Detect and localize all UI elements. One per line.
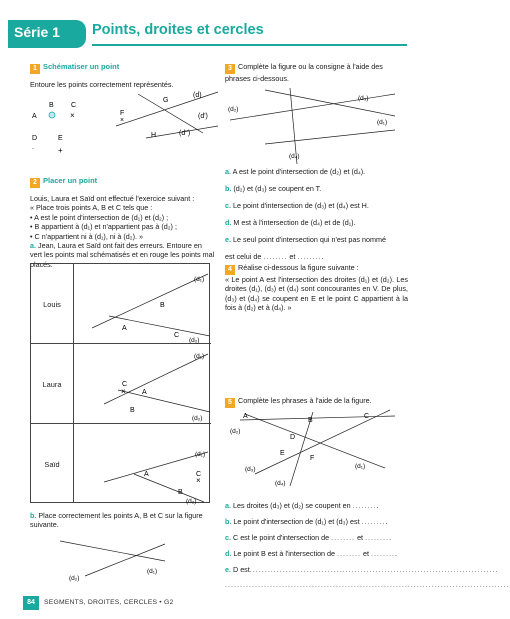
ex2-line2: • A est le point d'intersection de (d₁) et (d₂) ; bbox=[30, 212, 169, 222]
point-b-label: B bbox=[160, 302, 165, 309]
ex5-questions: a. Les droites (d₃) et (d₂) se coupent en ......... b. Le point d'intersection de (d₁) et (d₃) est ......... c. C est le point d'intersection de ........ et ......... d. Le point B est à l'intersection de ........ et ......... e. D est................................................................................... ............................................................................................... bbox=[225, 501, 510, 589]
question-text: est celui de bbox=[225, 252, 262, 261]
line-d1-label: (d₁) bbox=[195, 451, 206, 458]
question-label: e. bbox=[225, 235, 231, 244]
page-header bbox=[0, 0, 435, 62]
answer-blank[interactable]: ........ bbox=[297, 252, 322, 261]
table-row bbox=[31, 424, 211, 504]
question-text: Le point d'intersection de (d₃) et (d₄) est H. bbox=[233, 201, 369, 210]
louis-figure bbox=[74, 264, 211, 344]
ex2-intro: Louis, Laura et Saïd ont effectué l'exercice suivant : bbox=[30, 194, 195, 203]
question-text: M est à l'intersection de (d₄) et de (d₁). bbox=[233, 218, 356, 227]
question-label: d. bbox=[225, 218, 232, 227]
solutions-table bbox=[30, 263, 210, 503]
point-a-label: A bbox=[243, 413, 248, 420]
line-d2-label: (d₂) bbox=[186, 498, 197, 505]
point-d-label: D bbox=[290, 434, 296, 441]
ex2-question-b bbox=[30, 511, 215, 530]
exercise-2 bbox=[30, 176, 215, 269]
line-d2-label: (d₂) bbox=[189, 337, 200, 344]
point-b-label: B bbox=[178, 489, 183, 496]
ex2-question-a: Jean, Laura et Saïd ont fait des erreurs. Entoure en vert les points mal schématisés et en rouge les points mal placés. bbox=[30, 241, 215, 269]
question-text: Les droites (d₃) et (d₂) se coupent en bbox=[233, 501, 351, 510]
point-b-label: B bbox=[130, 407, 135, 414]
question-label: a. bbox=[225, 167, 231, 176]
ex3-figure bbox=[225, 84, 410, 166]
exercise-4 bbox=[225, 263, 408, 313]
cross-mark: × bbox=[70, 111, 75, 120]
point-c-label: C bbox=[364, 413, 370, 420]
answer-blank[interactable]: ........ bbox=[263, 252, 288, 261]
point-e-label: E bbox=[280, 450, 285, 457]
question-label: c. bbox=[225, 201, 231, 210]
answer-blank[interactable]: ........ bbox=[371, 549, 396, 558]
answer-blank[interactable]: ................................................................................... bbox=[249, 565, 499, 574]
line-d1-label: (d₁) bbox=[194, 276, 205, 283]
serie-label: Série 1 bbox=[14, 24, 60, 40]
question-text: Le seul point d'intersection qui n'est pas nommé bbox=[233, 235, 386, 244]
exercise-number: 1 bbox=[30, 64, 40, 74]
exercise-number: 5 bbox=[225, 398, 235, 408]
answer-blank[interactable]: ........ bbox=[352, 501, 377, 510]
exercise-title: Schématiser un point bbox=[43, 62, 120, 71]
answer-blank[interactable]: ............................................................................................... bbox=[225, 580, 510, 589]
cross-mark: × bbox=[196, 476, 201, 485]
line-d4-label: (d₄) bbox=[289, 153, 300, 160]
answer-blank[interactable]: ........ bbox=[361, 517, 386, 526]
point-a-label: A bbox=[142, 389, 147, 396]
ex2-line4: • C n'appartient ni à (d₁), ni à (d₂). » bbox=[30, 231, 143, 241]
line-d2-label: (d'') bbox=[179, 130, 191, 137]
point-b-label: B bbox=[49, 102, 54, 109]
point-h-label: H bbox=[151, 132, 157, 139]
page-title: Points, droites et cercles bbox=[92, 22, 264, 38]
laura-figure bbox=[74, 344, 211, 424]
plus-mark: + bbox=[58, 146, 63, 155]
point-f-label: F bbox=[120, 110, 125, 117]
point-a-label: A bbox=[144, 471, 149, 478]
line-d1-label: (d₁) bbox=[355, 463, 366, 470]
ex2-line3: • B appartient à (d₁) et n'appartient pas à (d₂) ; bbox=[30, 222, 177, 232]
point-f-label: F bbox=[310, 455, 315, 462]
line-d2-label: (d₂) bbox=[228, 106, 239, 113]
exercise-text: Complète les phrases à l'aide de la figure. bbox=[238, 396, 372, 405]
exercise-5 bbox=[225, 396, 408, 408]
page-number: 84 bbox=[23, 596, 39, 610]
line-d1-label: (d') bbox=[198, 113, 208, 120]
question-text: Place correctement les points A, B et C sur la figure suivante. bbox=[30, 511, 203, 530]
point-c-label: C bbox=[174, 332, 180, 339]
exercise-title: Placer un point bbox=[43, 176, 98, 185]
question-label: a. bbox=[225, 501, 231, 510]
answer-blank[interactable]: ........ bbox=[365, 533, 390, 542]
line-d1-label: (d₁) bbox=[147, 568, 158, 575]
point-d-label: D bbox=[32, 135, 38, 142]
line-d3-label: (d₃) bbox=[358, 95, 369, 102]
question-text: Le point d'intersection de (d₁) et (d₃) est bbox=[233, 517, 360, 526]
line-d2-label: (d₂) bbox=[192, 415, 203, 422]
answer-blank[interactable]: ........ bbox=[331, 533, 356, 542]
point-g-label: G bbox=[163, 97, 169, 104]
ex5-figure bbox=[225, 408, 410, 493]
table-row bbox=[31, 264, 211, 344]
question-label: c. bbox=[225, 533, 231, 542]
question-label: b. bbox=[225, 184, 232, 193]
point-a-label: A bbox=[32, 113, 37, 120]
answer-blank[interactable]: ........ bbox=[337, 549, 362, 558]
question-text: C est le point d'intersection de bbox=[233, 533, 330, 542]
line-d3-label: (d₃) bbox=[245, 466, 256, 473]
exercise-1 bbox=[30, 62, 215, 89]
line-d1-label: (d₁) bbox=[194, 353, 205, 360]
exercise-number: 4 bbox=[225, 265, 235, 275]
ex1-figure bbox=[28, 88, 218, 158]
question-text: D est bbox=[233, 565, 250, 574]
question-label: e. bbox=[225, 565, 231, 574]
exercise-number: 3 bbox=[225, 64, 235, 74]
line-d4-label: (d₄) bbox=[275, 480, 286, 487]
point-c-label: C bbox=[71, 102, 77, 109]
said-figure bbox=[74, 424, 211, 504]
question-label: d. bbox=[225, 549, 232, 558]
point-b-label: B bbox=[308, 417, 313, 424]
exercise-quote: « Le point A est l'intersection des droites (d₁) et (d₂). Les droites (d₁), (d₃) et (d₄) sont concourantes en V. De plus, (d₃) et (d₄) se coupent en E et le point C appartient à la fois à (d₂) et à (d₄). » bbox=[225, 275, 408, 313]
cross-mark: × bbox=[121, 387, 126, 396]
ex2-fig-b bbox=[55, 536, 190, 586]
question-text: et bbox=[363, 549, 370, 558]
dot-mark: . bbox=[32, 144, 34, 151]
point-a-label: A bbox=[122, 325, 127, 332]
line-d2-label: (d₂) bbox=[230, 428, 241, 435]
student-name: Laura bbox=[42, 380, 62, 389]
footer-text: SEGMENTS, DROITES, CERCLES • G2 bbox=[44, 599, 174, 606]
exercise-text: Entoure les points correctement représentés. bbox=[30, 80, 174, 89]
exercise-text: Réalise ci-dessous la figure suivante : bbox=[238, 263, 359, 272]
question-text: Le point B est à l'intersection de bbox=[233, 549, 336, 558]
table-row bbox=[31, 344, 211, 424]
title-underline bbox=[92, 44, 407, 46]
exercise-text: Complète la figure ou la consigne à l'aide des phrases ci-dessous. bbox=[225, 62, 383, 83]
exercise-number: 2 bbox=[30, 178, 40, 188]
exercise-3 bbox=[225, 62, 408, 83]
line-d1-label: (d₁) bbox=[377, 119, 388, 126]
line-d2-label: (d₂) bbox=[69, 575, 80, 582]
point-e-label: E bbox=[58, 135, 63, 142]
student-name: Saïd bbox=[44, 460, 60, 469]
question-text: (d₂) et (d₃) se coupent en T. bbox=[233, 184, 322, 193]
ex3-questions: a. A est le point d'intersection de (d₂) et (d₄). b. (d₂) et (d₃) se coupent en T. c. Le point d'intersection de (d₃) et (d₄) est H. d. M est à l'intersection de (d₄) et de (d₁). e. Le seul point d'intersection qui n'est pas nommé est celui de ........ et ......... bbox=[225, 167, 386, 261]
point-b-mark bbox=[49, 112, 55, 118]
ex2-line1: « Place trois points A, B et C tels que : bbox=[30, 203, 153, 213]
question-text: A est le point d'intersection de (d₂) et (d₄). bbox=[232, 167, 366, 176]
cross-f: × bbox=[120, 117, 125, 124]
question-label: b. bbox=[30, 511, 37, 520]
question-label: a. bbox=[30, 241, 36, 251]
question-text: et bbox=[357, 533, 364, 542]
question-text: et bbox=[289, 252, 296, 261]
student-name: Louis bbox=[43, 300, 61, 309]
point-c-label: C bbox=[122, 381, 128, 388]
line-d-label: (d) bbox=[193, 92, 202, 99]
question-label: b. bbox=[225, 517, 232, 526]
point-c-label: C bbox=[196, 471, 202, 478]
